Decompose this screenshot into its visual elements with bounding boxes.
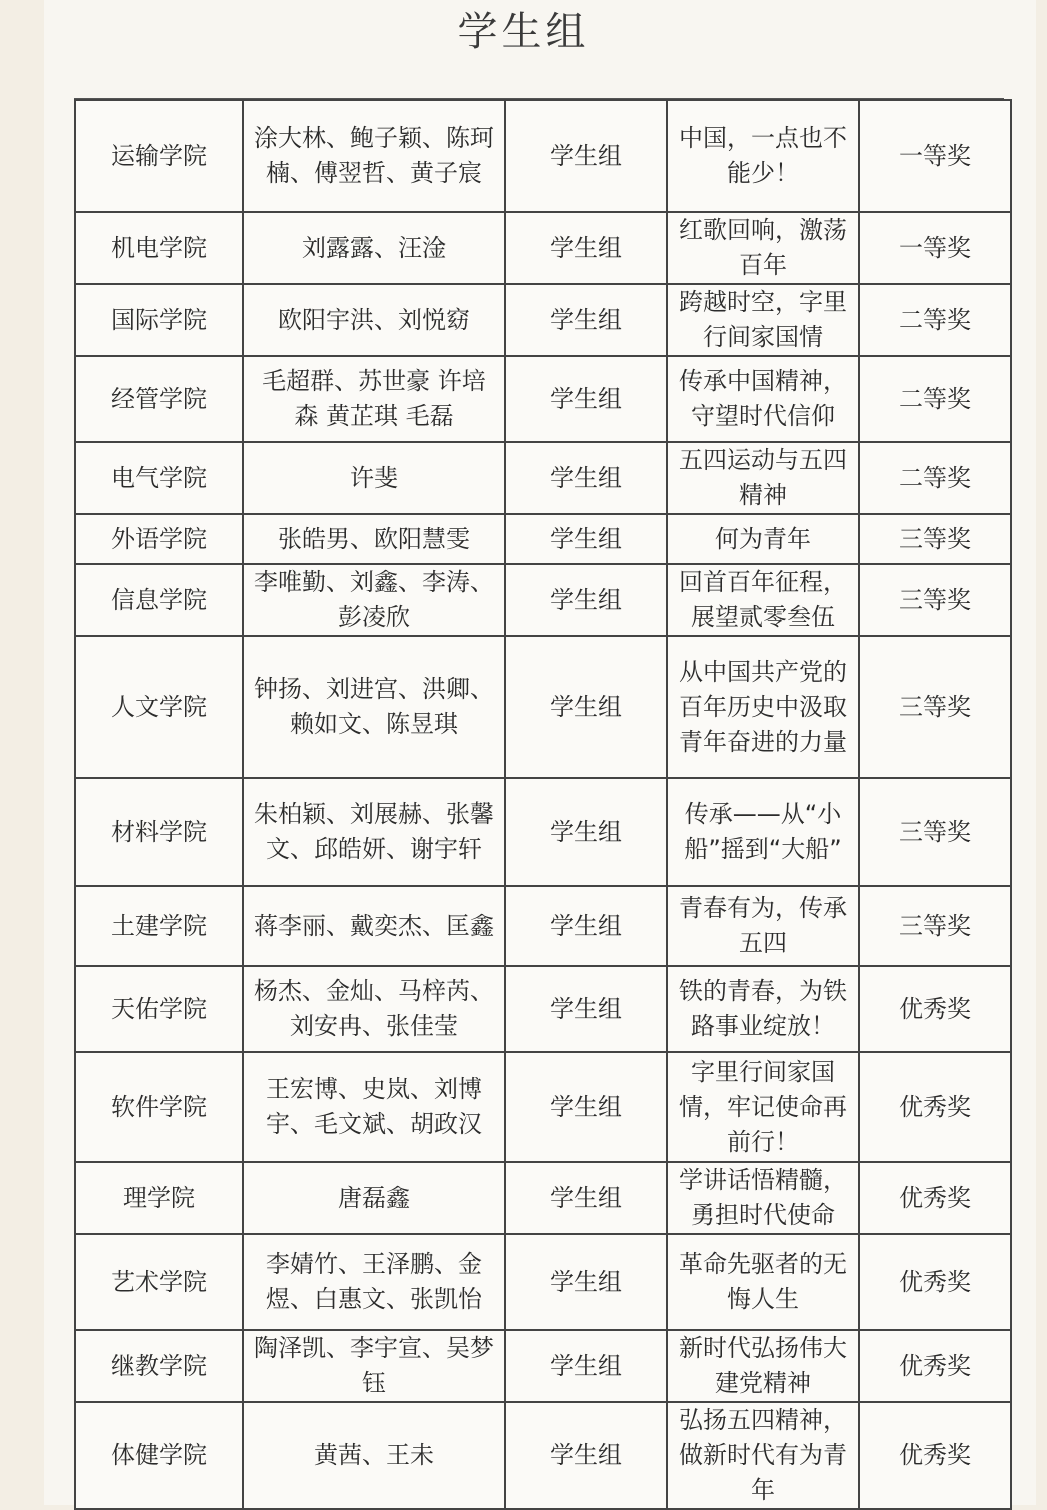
college-cell: 土建学院 (75, 886, 243, 966)
group-cell: 学生组 (505, 636, 667, 778)
topic-cell: 跨越时空，字里行间家国情 (667, 284, 859, 356)
award-cell: 三等奖 (859, 886, 1011, 966)
award-cell: 三等奖 (859, 514, 1011, 564)
group-cell: 学生组 (505, 966, 667, 1052)
members-cell: 李唯勤、刘鑫、李涛、彭凌欣 (243, 564, 505, 636)
table-row (75, 356, 1011, 442)
topic-cell: 铁的青春，为铁路事业绽放！ (667, 966, 859, 1052)
topic-cell: 中国，一点也不能少！ (667, 100, 859, 212)
members-cell: 朱柏颖、刘展赫、张馨文、邱皓妍、谢宇轩 (243, 778, 505, 886)
award-cell: 二等奖 (859, 356, 1011, 442)
award-cell: 一等奖 (859, 100, 1011, 212)
topic-cell: 回首百年征程，展望贰零叁伍 (667, 564, 859, 636)
group-cell: 学生组 (505, 1052, 667, 1162)
award-cell: 三等奖 (859, 564, 1011, 636)
members-cell: 钟扬、刘进宫、洪卿、赖如文、陈昱琪 (243, 636, 505, 778)
college-cell: 体健学院 (75, 1402, 243, 1509)
table-row (75, 1402, 1011, 1509)
members-cell: 唐磊鑫 (243, 1162, 505, 1234)
table-row (75, 284, 1011, 356)
members-cell: 陶泽凯、李宇宣、吴梦钰 (243, 1330, 505, 1402)
college-cell: 艺术学院 (75, 1234, 243, 1330)
award-cell: 三等奖 (859, 636, 1011, 778)
topic-cell: 弘扬五四精神，做新时代有为青年 (667, 1402, 859, 1509)
award-cell: 一等奖 (859, 212, 1011, 284)
group-cell: 学生组 (505, 1330, 667, 1402)
members-cell: 欧阳宇洪、刘悦窈 (243, 284, 505, 356)
table-row (75, 1234, 1011, 1330)
table-row (75, 442, 1011, 514)
group-cell: 学生组 (505, 564, 667, 636)
college-cell: 信息学院 (75, 564, 243, 636)
awards-table-body (75, 100, 1011, 1509)
members-cell: 杨杰、金灿、马梓芮、刘安冉、张佳莹 (243, 966, 505, 1052)
group-cell: 学生组 (505, 886, 667, 966)
table-row (75, 212, 1011, 284)
table-row (75, 1162, 1011, 1234)
group-cell: 学生组 (505, 442, 667, 514)
topic-cell: 五四运动与五四精神 (667, 442, 859, 514)
group-cell: 学生组 (505, 284, 667, 356)
college-cell: 机电学院 (75, 212, 243, 284)
award-cell: 二等奖 (859, 442, 1011, 514)
table-row (75, 636, 1011, 778)
page-title: 学生组 (457, 9, 590, 55)
topic-cell: 传承中国精神，守望时代信仰 (667, 356, 859, 442)
college-cell: 理学院 (75, 1162, 243, 1234)
members-cell: 蒋李丽、戴奕杰、匡鑫 (243, 886, 505, 966)
group-cell: 学生组 (505, 1234, 667, 1330)
members-cell: 许斐 (243, 442, 505, 514)
topic-cell: 字里行间家国情，牢记使命再前行！ (667, 1052, 859, 1162)
members-cell: 毛超群、苏世豪 许培森 黄芷琪 毛磊 (243, 356, 505, 442)
topic-cell: 传承——从“小船”摇到“大船” (667, 778, 859, 886)
group-cell: 学生组 (505, 1162, 667, 1234)
group-cell: 学生组 (505, 212, 667, 284)
award-cell: 优秀奖 (859, 1162, 1011, 1234)
topic-cell: 革命先驱者的无悔人生 (667, 1234, 859, 1330)
members-cell: 王宏博、史岚、刘博宇、毛文斌、胡政汉 (243, 1052, 505, 1162)
table-row (75, 100, 1011, 212)
table-row (75, 966, 1011, 1052)
award-cell: 二等奖 (859, 284, 1011, 356)
award-cell: 优秀奖 (859, 966, 1011, 1052)
college-cell: 国际学院 (75, 284, 243, 356)
table-row (75, 1330, 1011, 1402)
table-row (75, 778, 1011, 886)
table-row (75, 564, 1011, 636)
college-cell: 电气学院 (75, 442, 243, 514)
group-cell: 学生组 (505, 100, 667, 212)
members-cell: 张皓男、欧阳慧雯 (243, 514, 505, 564)
topic-cell: 红歌回响，激荡百年 (667, 212, 859, 284)
college-cell: 继教学院 (75, 1330, 243, 1402)
group-cell: 学生组 (505, 778, 667, 886)
members-cell: 刘露露、汪淦 (243, 212, 505, 284)
members-cell: 黄茜、王未 (243, 1402, 505, 1509)
members-cell: 李婧竹、王泽鹏、金煜、白惠文、张凯怡 (243, 1234, 505, 1330)
group-cell: 学生组 (505, 1402, 667, 1509)
topic-cell: 新时代弘扬伟大建党精神 (667, 1330, 859, 1402)
award-cell: 优秀奖 (859, 1402, 1011, 1509)
college-cell: 软件学院 (75, 1052, 243, 1162)
group-cell: 学生组 (505, 356, 667, 442)
members-cell: 涂大林、鲍子颖、陈珂楠、傅翌哲、黄子宸 (243, 100, 505, 212)
college-cell: 运输学院 (75, 100, 243, 212)
college-cell: 人文学院 (75, 636, 243, 778)
awards-table (74, 99, 1012, 1510)
college-cell: 外语学院 (75, 514, 243, 564)
group-cell: 学生组 (505, 514, 667, 564)
topic-cell: 青春有为，传承五四 (667, 886, 859, 966)
topic-cell: 从中国共产党的百年历史中汲取青年奋进的力量 (667, 636, 859, 778)
award-cell: 优秀奖 (859, 1330, 1011, 1402)
award-cell: 三等奖 (859, 778, 1011, 886)
college-cell: 材料学院 (75, 778, 243, 886)
topic-cell: 何为青年 (667, 514, 859, 564)
award-cell: 优秀奖 (859, 1052, 1011, 1162)
table-row (75, 514, 1011, 564)
college-cell: 天佑学院 (75, 966, 243, 1052)
table-row (75, 1052, 1011, 1162)
college-cell: 经管学院 (75, 356, 243, 442)
award-cell: 优秀奖 (859, 1234, 1011, 1330)
table-row (75, 886, 1011, 966)
topic-cell: 学讲话悟精髓，勇担时代使命 (667, 1162, 859, 1234)
